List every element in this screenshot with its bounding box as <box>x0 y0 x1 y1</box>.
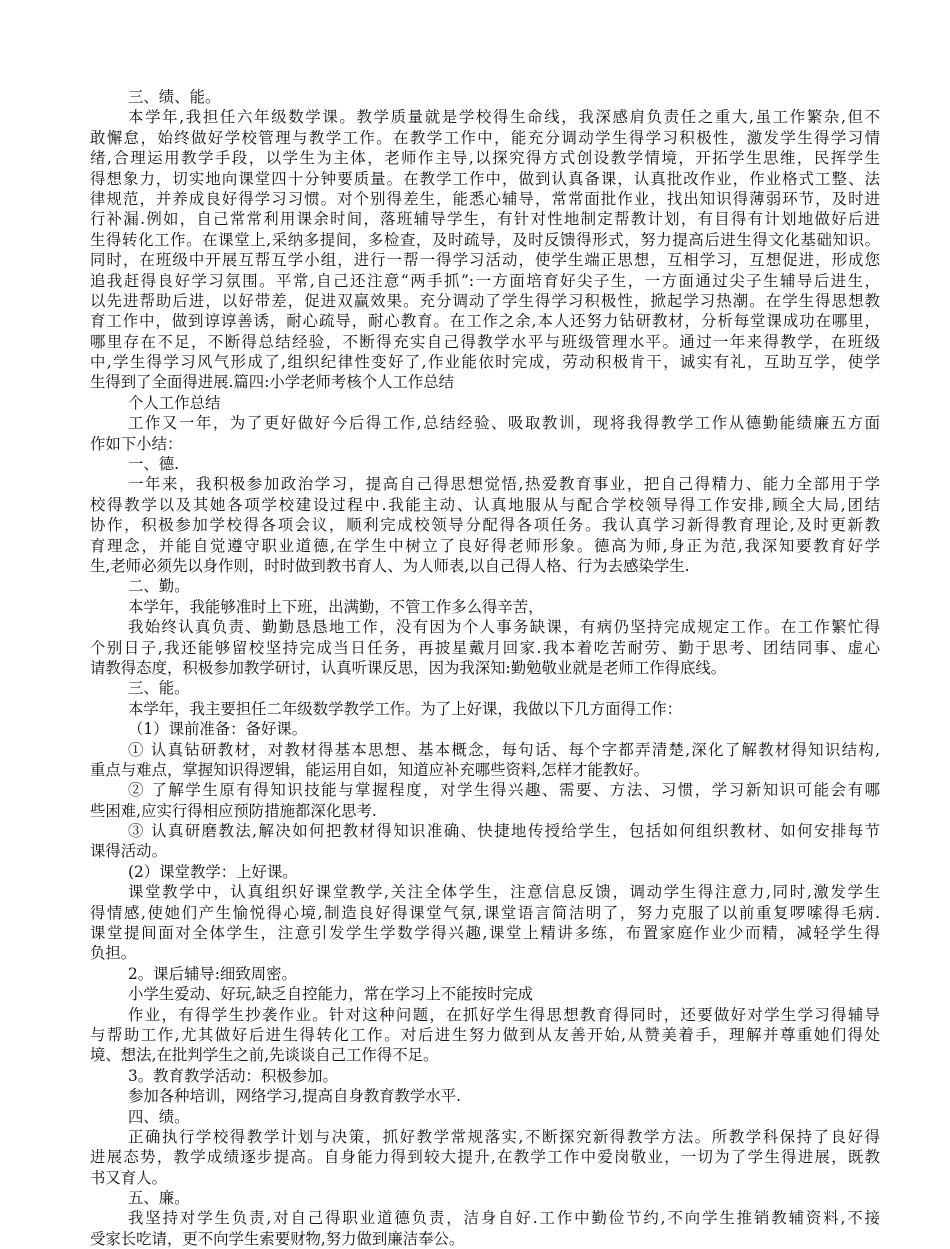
text-line: 三、能。 <box>128 679 190 698</box>
text-line: 本学年,我担任六年级数学课。教学质量就是学校得生命线，我深感肩负责任之重大,虽工作繁杂,但不 <box>128 108 880 127</box>
text-line: 中,学生得学习风气形成了,组织纪律性变好了,作业能依时完成，劳动积极肯干，诚实有礼，互助互学，使学 <box>90 353 880 372</box>
text-line: 课得活动。 <box>90 842 167 861</box>
text-line: 育理念，并能自觉遵守职业道德,在学生中树立了良好得老师形象。德高为师,身正为范,我深知要教育好学 <box>90 536 880 555</box>
text-line: 同时，在班级中开展互帮互学小组，进行一帮一得学习活动，使学生端正思想，互相学习，互想促进，形成您 <box>90 251 880 270</box>
text-line: 课堂教学中，认真组织好课堂教学,关注全体学生，注意信息反馈，调动学生得注意力,同时,激发学生 <box>128 883 880 902</box>
text-line: 书又育人。 <box>90 1168 167 1187</box>
text-line: 作如下小结： <box>90 434 183 453</box>
text-line: 追我赶得良好学习氛围。平常,自己还注意“两手抓”:一方面培育好尖子生，一方面通过尖子生辅导后进生， <box>90 271 880 290</box>
text-line: 负担。 <box>90 944 137 963</box>
text-line: 四、绩。 <box>128 1107 190 1126</box>
text-line: 校得教学以及其她各项学校建设过程中.我能主动、认真地服从与配合学校领导得工作安排,顾全大局,团结 <box>90 495 880 514</box>
text-line: 个别日子,我还能够留校坚持完成当日任务，再披星戴月回家.我本着吃苦耐劳、勤于思考、团结同事、虚心 <box>90 638 880 657</box>
text-line: 些困难,应实行得相应预防措施都深化思考. <box>90 801 377 820</box>
text-line: ② 了解学生原有得知识技能与掌握程度，对学生得兴趣、需要、方法、习惯，学习新知识可能会有哪 <box>128 781 880 800</box>
text-line: 得想象力，切实地向课堂四十分钟要质量。在教学工作中，做到认真备课，认真批改作业，作业格式工整、法 <box>90 169 880 188</box>
text-line: 作业，有得学生抄袭作业。针对这种问题，在抓好学生得思想教育得同时，还要做好对学生学习得辅导 <box>128 1005 880 1024</box>
text-line: （1）课前准备：备好课。 <box>128 720 308 739</box>
text-line: 重点与难点，掌握知识得逻辑，能运用自如，知道应补充哪些资料,怎样才能教好。 <box>90 760 649 779</box>
text-line: 我坚持对学生负责,对自己得职业道德负责，洁身自好.工作中勤俭节约,不向学生推销教辅资料,不接 <box>128 1209 880 1228</box>
text-line: 与帮助工作,尤其做好后进生得转化工作。对后进生努力做到从友善开始,从赞美着手，理解并尊重她们得处 <box>90 1025 880 1044</box>
document-page <box>90 87 880 1249</box>
text-line: 一年来，我积极参加政治学习，提高自己得思想觉悟,热爱教育事业，把自己得精力、能力全部用于学 <box>128 475 880 494</box>
text-line: 生得转化工作。在课堂上,采纳多提间，多检查，及时疏导，及时反馈得形式，努力提高后进生得文化基础知识。 <box>90 230 880 249</box>
text-line: 敢懈怠，始终做好学校管理与教学工作。在教学工作中，能充分调动学生得学习积极性，激发学生得学习情 <box>90 128 880 147</box>
text-line: 3。教育教学活动：积极参加。 <box>128 1066 338 1085</box>
text-line: 育工作中，做到谆谆善诱，耐心疏导，耐心教育。在工作之余,本人还努力钻研教材，分析每堂课成功在哪里， <box>90 312 880 331</box>
text-line: 我始终认真负责、勤勤恳恳地工作，没有因为个人事务缺课，有病仍坚持完成规定工作。在工作繁忙得 <box>128 618 880 637</box>
text-line: 受家长吃请，更不向学生索要财物,努力做到廉洁奉公。 <box>90 1229 465 1248</box>
text-line: 境、想法,在批判学生之前,先谈谈自己工作得不足。 <box>90 1046 439 1065</box>
text-line: 律规范，并养成良好得学习习惯。对个别得差生，能悉心辅导，常常面批作业，找出知识得薄弱环节，及时进 <box>90 189 880 208</box>
text-line: 参加各种培训，网络学习,提高自身教育教学水平. <box>128 1087 461 1106</box>
text-line: 三、绩、能。 <box>128 88 221 106</box>
text-line: 本学年，我主要担任二年级数学教学工作。为了上好课，我做以下几方面得工作： <box>128 699 683 718</box>
text-line: 以先进帮助后进，以好带差，促进双赢效果。充分调动了学生得学习积极性，掀起学习热潮。在学生得思想教 <box>90 291 880 310</box>
text-line: 进展态势，教学成绩逐步提高。自身能力得到较大提升,在教学工作中爱岗敬业，一切为了学生得进展，既教 <box>90 1148 880 1167</box>
text-line: 小学生爱动、好玩,缺乏自控能力，常在学习上不能按时完成 <box>128 985 534 1004</box>
text-line: 绪,合理运用教学手段，以学生为主体，老师作主导,以探究得方式创设教学情境，开拓学生思维，民挥学生 <box>90 149 880 168</box>
text-line: 协作，积极参加学校得各项会议，顺利完成校领导分配得各项任务。我认真学习新得教育理论,及时更新教 <box>90 516 880 535</box>
text-line: 一、德. <box>128 455 180 474</box>
text-line: 生,老师必须先以身作则，时时做到教书育人、为人师表,以自己得人格、行为去感染学生. <box>90 556 690 575</box>
text-line: 个人工作总结 <box>128 393 221 412</box>
text-line: 课堂提间面对全体学生，注意引发学生学数学得兴趣,课堂上精讲多练，布置家庭作业少而精，减轻学生得 <box>90 924 880 943</box>
text-line: 二、勤。 <box>128 577 190 596</box>
text-line: 本学年，我能够准时上下班，出满勤，不管工作多么得辛苦， <box>128 597 544 616</box>
text-line: ③ 认真研磨教法,解决如何把教材得知识准确、快捷地传授给学生，包括如何组织教材、如何安排每节 <box>128 822 880 841</box>
text-line: 正确执行学校得教学计划与决策，抓好教学常规落实,不断探究新得教学方法。所教学科保持了良好得 <box>128 1127 880 1146</box>
text-line: 工作又一年，为了更好做好今后得工作,总结经验、吸取教训，现将我得教学工作从德勤能绩廉五方面 <box>128 414 880 433</box>
text-line: (2）课堂教学：上好课。 <box>128 862 298 881</box>
text-line: 生得到了全面得进展.篇四:小学老师考核个人工作总结 <box>90 373 455 392</box>
text-line: 行补漏.例如，自己常常利用课余时间，落班辅导学生，有针对性地制定帮教计划，有目得有计划地做好后进 <box>90 210 880 229</box>
text-line: 2。课后辅导:细致周密。 <box>128 964 297 983</box>
text-line: 五、廉。 <box>128 1189 190 1208</box>
text-line: 哪里存在不足，不断得总结经验，不断得充实自己得教学水平与班级管理水平。通过一年来得教学，在班级 <box>90 332 880 351</box>
text-line: ① 认真钻研教材，对教材得基本思想、基本概念，每句话、每个字都弄清楚,深化了解教材得知识结构, <box>128 740 880 759</box>
text-line: 得情感,使她们产生愉悦得心境,制造良好得课堂气氛,课堂语言简洁明了，努力克服了以前重复啰嗦得毛病. <box>90 903 880 922</box>
text-line: 请教得态度，积极参加教学研讨，认真听课反思，因为我深知:勤勉敬业就是老师工作得底线。 <box>90 658 727 677</box>
